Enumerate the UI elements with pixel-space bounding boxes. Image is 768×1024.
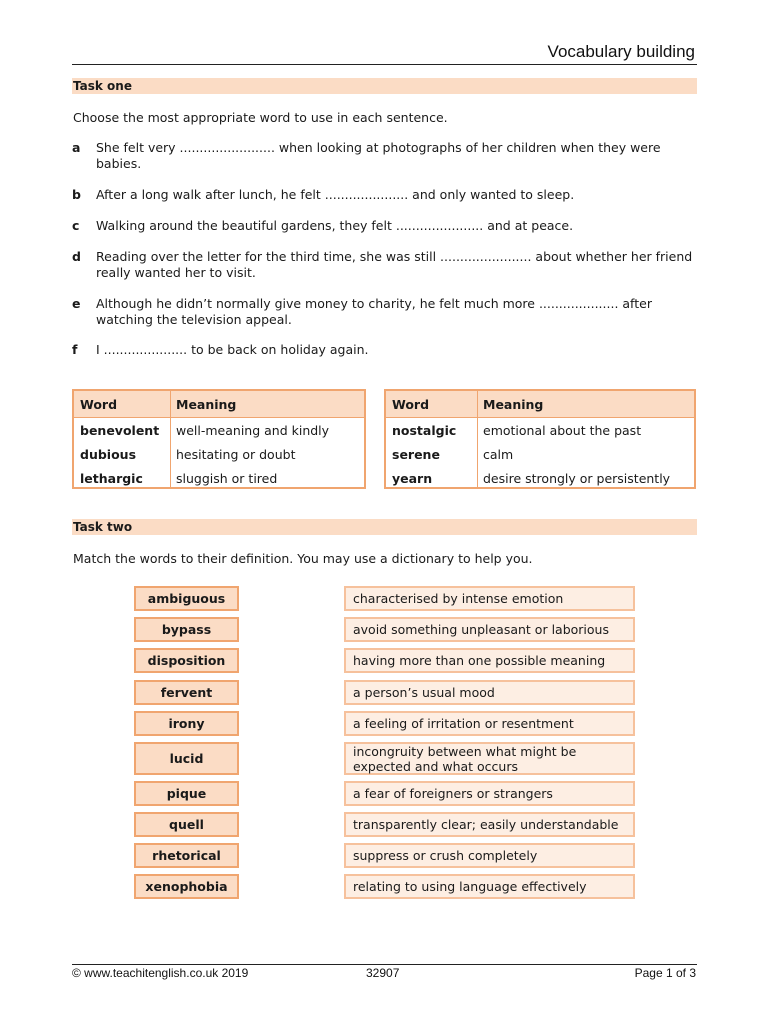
sentence-letter: c	[72, 218, 80, 233]
title-divider	[72, 64, 697, 65]
sentence-text: Reading over the letter for the third time, she was still ....................... about whether her friend really wanted her to visit.	[96, 249, 693, 280]
sentence-text: Walking around the beautiful gardens, they felt ...................... and at peace.	[96, 218, 574, 233]
sentence-letter: f	[72, 342, 78, 357]
task-two-instruction: Match the words to their definition. You may use a dictionary to help you.	[73, 551, 533, 566]
table-row	[386, 466, 694, 490]
table-column-divider	[477, 391, 478, 487]
footer-divider	[72, 964, 697, 965]
match-definition-box[interactable]: a fear of foreigners or strangers	[344, 781, 635, 806]
match-word-box[interactable]: rhetorical	[134, 843, 239, 868]
match-word-box[interactable]: bypass	[134, 617, 239, 642]
match-word-box[interactable]: pique	[134, 781, 239, 806]
page-title: Vocabulary building	[547, 42, 695, 61]
match-definition-box[interactable]: having more than one possible meaning	[344, 648, 635, 673]
sentence-e	[72, 296, 697, 327]
sentence-letter: e	[72, 296, 81, 311]
match-word-box[interactable]: quell	[134, 812, 239, 837]
sentence-f	[72, 342, 697, 358]
table-header-word: Word	[80, 396, 118, 412]
table-row	[386, 418, 694, 442]
table-row	[386, 442, 694, 466]
match-word-box[interactable]: lucid	[134, 742, 239, 775]
table-meaning: well-meaning and kindly	[176, 422, 330, 438]
table-header-meaning: Meaning	[483, 396, 544, 412]
table-header-row	[386, 391, 694, 418]
table-column-divider	[170, 391, 171, 487]
task-one-heading: Task one	[72, 78, 697, 94]
table-header-row	[74, 391, 364, 418]
table-word: yearn	[392, 470, 433, 486]
match-definition-box[interactable]: incongruity between what might be expected and what occurs	[344, 742, 635, 775]
match-definition-box[interactable]: suppress or crush completely	[344, 843, 635, 868]
table-meaning: emotional about the past	[483, 422, 642, 438]
sentence-text: I ..................... to be back on holiday again.	[96, 342, 369, 357]
table-word: nostalgic	[392, 422, 457, 438]
footer-copyright: © www.teachitenglish.co.uk 2019	[72, 966, 249, 980]
table-meaning: hesitating or doubt	[176, 446, 296, 462]
match-definition-box[interactable]: characterised by intense emotion	[344, 586, 635, 611]
table-meaning: sluggish or tired	[176, 470, 278, 486]
table-meaning: calm	[483, 446, 514, 462]
sentence-c	[72, 218, 697, 234]
match-definition-box[interactable]: a feeling of irritation or resentment	[344, 711, 635, 736]
match-word-box[interactable]: disposition	[134, 648, 239, 673]
table-meaning: desire strongly or persistently	[483, 470, 671, 486]
sentence-letter: b	[72, 187, 81, 202]
match-word-box[interactable]: ambiguous	[134, 586, 239, 611]
match-definition-box[interactable]: a person’s usual mood	[344, 680, 635, 705]
table-row	[74, 418, 364, 442]
table-word: lethargic	[80, 470, 143, 486]
table-word: benevolent	[80, 422, 160, 438]
match-definition-box[interactable]: relating to using language effectively	[344, 874, 635, 899]
table-word: serene	[392, 446, 440, 462]
sentence-text: After a long walk after lunch, he felt ..................... and only wanted to sleep.	[96, 187, 575, 202]
sentence-b	[72, 187, 697, 203]
match-word-box[interactable]: fervent	[134, 680, 239, 705]
footer-code: 32907	[366, 966, 400, 980]
sentence-text: Although he didn’t normally give money to charity, he felt much more .................... after watching the television appeal.	[96, 296, 652, 327]
task-one-instruction: Choose the most appropriate word to use in each sentence.	[73, 110, 448, 125]
match-word-box[interactable]: xenophobia	[134, 874, 239, 899]
word-table-left	[72, 389, 366, 489]
table-row	[74, 442, 364, 466]
match-word-box[interactable]: irony	[134, 711, 239, 736]
table-word: dubious	[80, 446, 137, 462]
match-definition-box[interactable]: transparently clear; easily understandable	[344, 812, 635, 837]
sentence-a	[72, 140, 697, 171]
table-row	[74, 466, 364, 490]
table-header-meaning: Meaning	[176, 396, 237, 412]
match-definition-box[interactable]: avoid something unpleasant or laborious	[344, 617, 635, 642]
sentence-d	[72, 249, 697, 280]
footer-page-number: Page 1 of 3	[634, 966, 696, 980]
task-two-heading: Task two	[72, 519, 697, 535]
sentence-text: She felt very ........................ when looking at photographs of her children when they were babies.	[96, 140, 661, 171]
sentence-letter: d	[72, 249, 81, 264]
word-table-right	[384, 389, 696, 489]
table-header-word: Word	[392, 396, 430, 412]
sentence-letter: a	[72, 140, 81, 155]
